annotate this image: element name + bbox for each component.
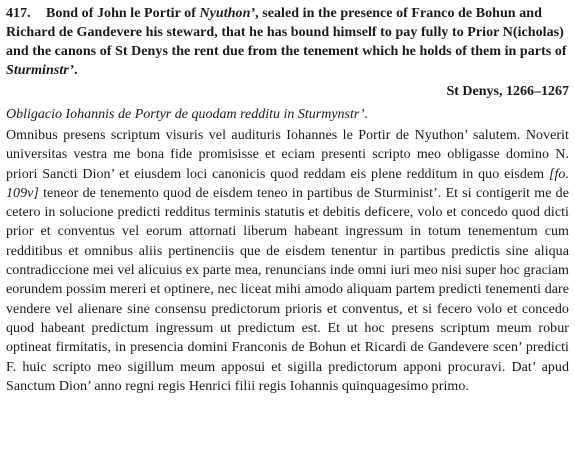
charter-text-part-1: Omnibus presens scriptum visuris vel audituris Iohannes le Portir de Nyuthon’ salutem. Noverit universitas vestra me bona fide promisisse et eciam presenti scripto meo obligasse domino N. priori Sancti Dion’ et eiusdem loci canonicis quod reddam eis plene redditum in quo eisdem (6, 128, 569, 182)
heading-text-end: . (74, 63, 78, 78)
entry-number: 417. (6, 6, 31, 21)
heading-text-cont: , sealed in the presence of Franco de Bohun and Richard de Gandevere his steward, that he has bound himself to pay fully to Prior N(icholas) and the canons of St Denys the rent due from the tenement which he holds of them in parts of (6, 6, 567, 59)
heading-text: Bond of John le Portir of (46, 6, 200, 21)
place-date: St Denys, 1266–1267 (446, 84, 569, 99)
charter-text (6, 126, 569, 396)
document-page (6, 4, 569, 410)
folio-marker: [fo. 109v] (6, 166, 569, 201)
heading-place-name-2: Sturminstr’ (6, 63, 74, 78)
heading-place-name: Nyuthon’ (199, 6, 256, 21)
charter-text-part-2: teneor de tenemento quod de eisdem teneo in partibus de Sturminist’. Et si contigerit me de cetero in solucione predicti redditus terminis statutis et debitis deficere, volo et concedo quod dicti prior et conventus vel eorum attornati liberum habeant ingressum in totum tenementum cum redditibus et omnibus aliis pertinenciis que de eisdem tenentur in partibus predictis sine aliqua contradiccione mei vel alicuius ex parte mea, renuncians inde omni iuri meo nisi super hoc graciam eorundem possim mereri et optinere, nec liceat mihi amodo aliquam partem predicti tenementi dare vendere vel alienare sine consensu predictorum prioris et conventus, et si fecero volo et concedo quod habeant predictum ingressum ut predictum est. Et ut hoc presens scriptum meum robur optineat firmitatis, in presencia domini Franconis de Bohun et Ricardi de Gandevere scen’ predicti F. huic scripto meo sigillum meum apposui et sigilla predictorum apponi procuravi. Dat’ apud Sanctum Dion’ anno regni regis Henrici filii regis Iohannis quinquagesimo primo. (6, 185, 569, 394)
rubric: Obligacio Iohannis de Portyr de quodam redditu in Sturmynstr’. (6, 107, 369, 122)
entry-heading (6, 4, 569, 80)
